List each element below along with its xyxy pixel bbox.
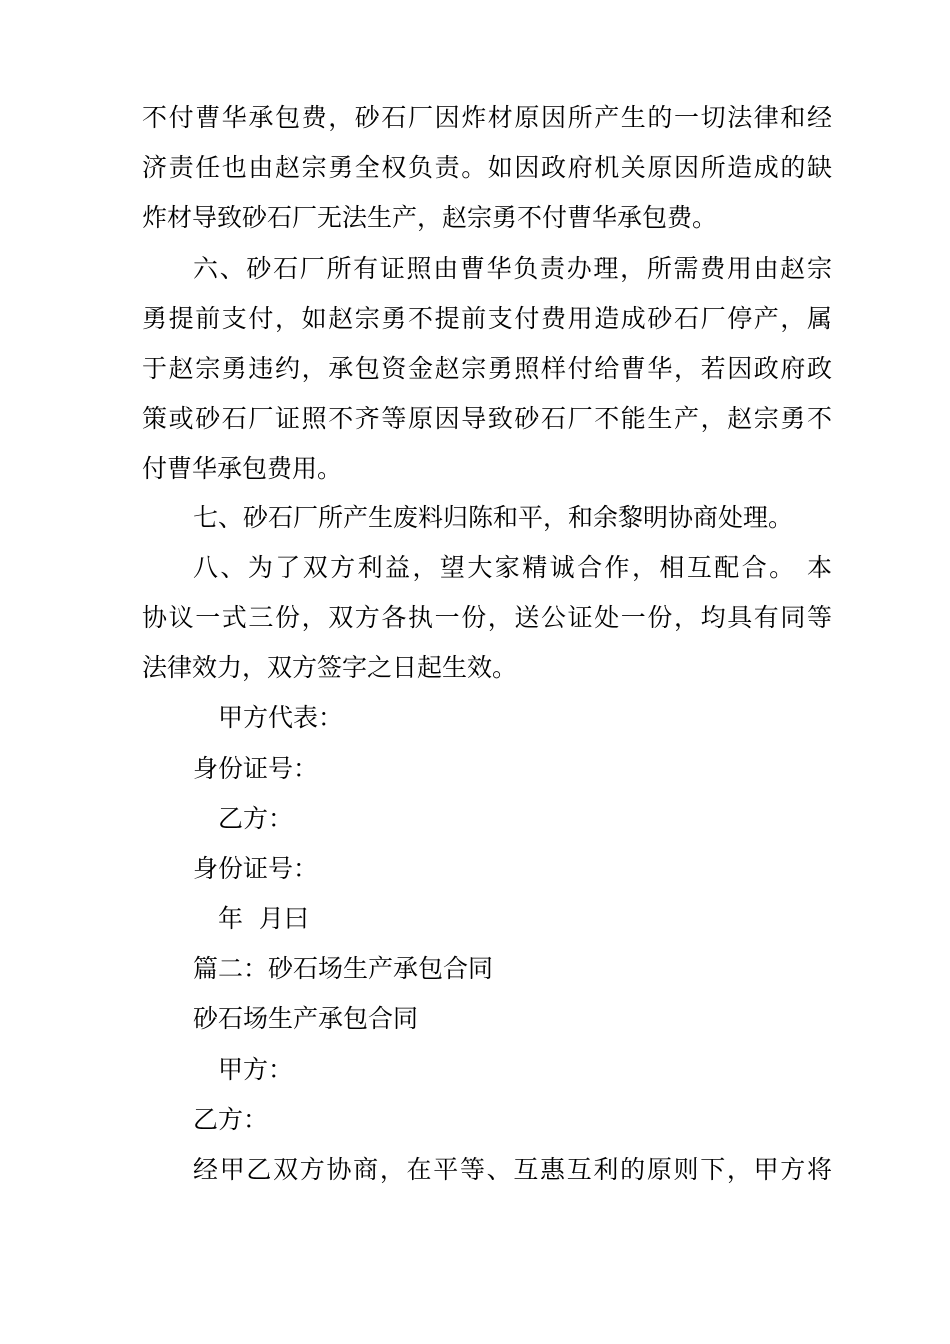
party-label: 甲方： <box>218 1055 294 1084</box>
text-line: 勇提前支付，如赵宗勇不提前支付费用造成砂石厂停产，属 <box>142 304 832 333</box>
section-heading: 篇二：砂石场生产承包合同 <box>193 954 494 983</box>
text-line: 于赵宗勇违约，承包资金赵宗勇照样付给曹华，若因政府政 <box>142 354 832 383</box>
contract-title: 砂石场生产承包合同 <box>193 1004 419 1033</box>
text-line: 法律效力，双方签字之日起生效。 <box>142 653 518 682</box>
text-line: 八、为了双方利益，望大家精诚合作，相互配合。 本 <box>193 553 832 582</box>
signature-label: 甲方代表： <box>218 703 344 732</box>
text-line: 济责任也由赵宗勇全权负责。如因政府机关原因所造成的缺 <box>142 153 832 182</box>
text-line: 付曹华承包费用。 <box>142 454 343 483</box>
date-line: 年 月曰 <box>218 904 309 933</box>
text-line: 七、砂石厂所产生废料归陈和平，和余黎明协商处理。 <box>193 503 794 532</box>
text-line: 策或砂石厂证照不齐等原因导致砂石厂不能生产，赵宗勇不 <box>142 404 832 433</box>
text-line: 不付曹华承包费，砂石厂因炸材原因所产生的一切法律和经 <box>142 103 832 132</box>
text-line: 六、砂石厂所有证照由曹华负责办理，所需费用由赵宗 <box>193 254 832 283</box>
text-line: 协议一式三份，双方各执一份，送公证处一份，均具有同等 <box>142 603 832 632</box>
party-label: 乙方： <box>193 1105 269 1134</box>
text-line: 经甲乙双方协商，在平等、互惠互利的原则下，甲方将 <box>193 1155 832 1184</box>
text-line: 炸材导致砂石厂无法生产，赵宗勇不付曹华承包费。 <box>142 203 718 232</box>
signature-label: 身份证号： <box>193 754 319 783</box>
signature-label: 乙方： <box>218 804 294 833</box>
signature-label: 身份证号： <box>193 854 319 883</box>
